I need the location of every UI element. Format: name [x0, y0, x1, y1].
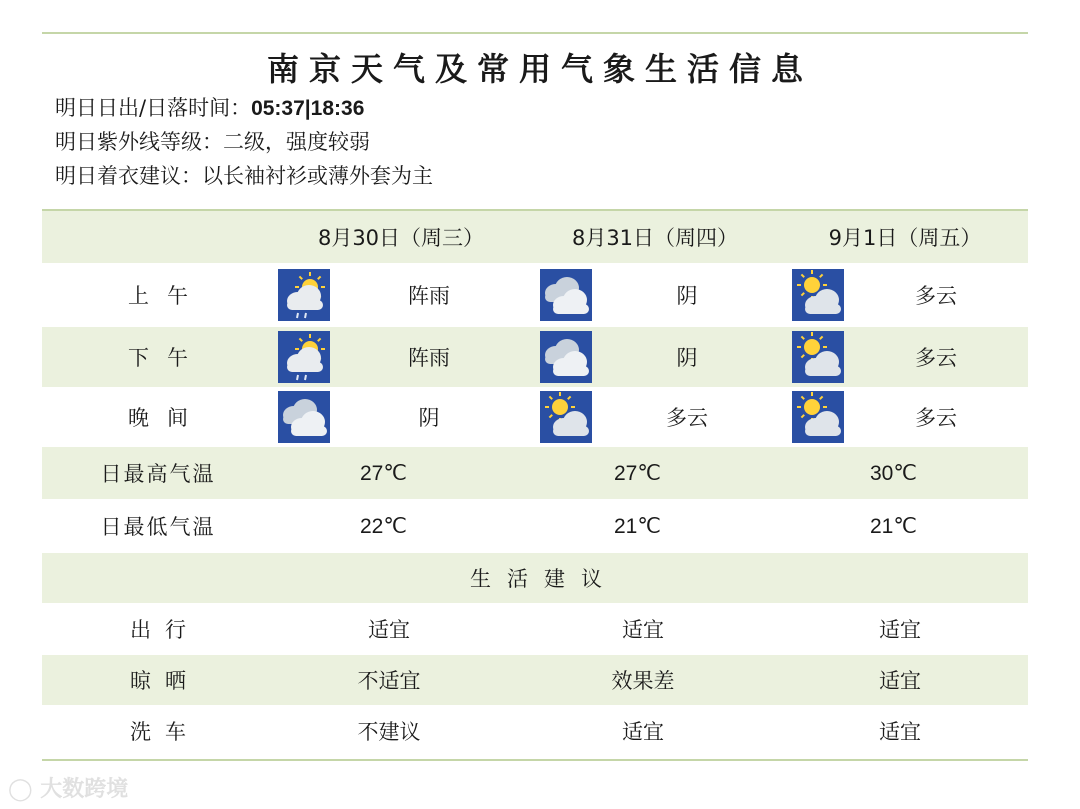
weather-cell [274, 327, 528, 387]
life-label: 晾晒 [42, 655, 274, 705]
sunrise-info [55, 92, 364, 122]
day-header: 9月1日（周五） [782, 211, 1028, 263]
life-row-travel [42, 603, 1028, 655]
page-title: 南京天气及常用气象生活信息 [266, 50, 813, 88]
period-label: 下午 [42, 327, 274, 387]
life-value: 适宜 [622, 720, 664, 744]
weather-cell [782, 327, 1028, 387]
life-row-carwash [42, 705, 1028, 757]
life-advice-header: 生活建议 [42, 553, 1028, 603]
weather-text: 多云 [915, 406, 957, 430]
weather-icon [792, 331, 844, 383]
weather-cell [528, 327, 782, 387]
life-value: 不适宜 [274, 655, 528, 705]
uv-info: 明日紫外线等级：二级，强度较弱 [55, 130, 370, 154]
day-header: 8月31日（周四） [528, 211, 782, 263]
high-temp-label: 日最高气温 [42, 447, 274, 499]
weather-text: 阴 [676, 346, 698, 370]
date-header-row [42, 211, 1028, 263]
watermark-text: 大数跨境 [40, 777, 129, 802]
weather-icon [278, 269, 330, 321]
low-temp-row [42, 499, 1028, 553]
life-value: 不建议 [357, 720, 421, 744]
life-label: 洗车 [130, 720, 200, 744]
weather-cell [274, 263, 528, 327]
sunrise-value: 05:37|18:36 [251, 97, 365, 120]
weather-text: 多云 [666, 406, 708, 430]
life-value: 适宜 [879, 618, 921, 642]
high-temp-row [42, 447, 1028, 499]
weather-cell [528, 387, 782, 447]
day-header: 8月30日（周三） [274, 211, 528, 263]
life-row-drying [42, 655, 1028, 705]
weather-cell [782, 387, 1028, 447]
low-temp-value: 21℃ [614, 514, 661, 538]
weather-icon [540, 331, 592, 383]
bottom-rule [42, 759, 1028, 761]
weather-icon [278, 391, 330, 443]
weather-icon [792, 391, 844, 443]
life-label: 出行 [130, 618, 200, 642]
weather-icon [792, 269, 844, 321]
life-value: 适宜 [368, 618, 410, 642]
low-temp-label: 日最低气温 [100, 515, 216, 539]
period-row-morning [42, 263, 1028, 327]
weather-cell [528, 263, 782, 327]
low-temp-value: 22℃ [360, 514, 407, 538]
period-label: 晚间 [128, 406, 206, 430]
weather-text: 多云 [915, 284, 957, 308]
weather-cell [274, 387, 528, 447]
weather-icon [540, 269, 592, 321]
watermark [8, 772, 128, 803]
life-header-row [42, 553, 1028, 603]
top-rule [42, 32, 1028, 34]
weather-text: 阵雨 [408, 284, 450, 308]
life-value: 适宜 [622, 618, 664, 642]
weather-text: 阵雨 [408, 346, 450, 370]
weather-table [42, 211, 1028, 757]
period-row-afternoon [42, 327, 1028, 387]
weather-icon [540, 391, 592, 443]
watermark-logo-icon: ◯ [8, 777, 33, 802]
low-temp-value: 21℃ [870, 514, 917, 538]
period-row-evening [42, 387, 1028, 447]
weather-text: 阴 [418, 406, 440, 430]
weather-icon [278, 331, 330, 383]
high-temp-value: 27℃ [274, 447, 528, 499]
life-value: 效果差 [528, 655, 782, 705]
sunrise-label: 明日日出/日落时间： [55, 96, 252, 120]
clothing-info: 明日着衣建议：以长袖衬衫或薄外套为主 [55, 164, 433, 188]
high-temp-value: 27℃ [528, 447, 782, 499]
life-value: 适宜 [782, 655, 1028, 705]
life-value: 适宜 [879, 720, 921, 744]
weather-text: 阴 [676, 284, 698, 308]
weather-text: 多云 [915, 346, 957, 370]
high-temp-value: 30℃ [782, 447, 1028, 499]
period-label: 上午 [128, 284, 206, 308]
weather-cell [782, 263, 1028, 327]
corner-cell [42, 211, 274, 263]
